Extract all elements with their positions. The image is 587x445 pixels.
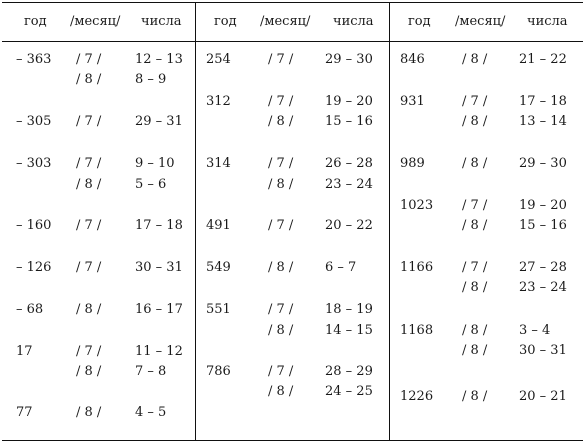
month-cell: / 8 /	[462, 52, 488, 67]
header-month: /месяц/	[260, 14, 311, 29]
month-cell: / 8 /	[268, 323, 294, 338]
year-cell: 17	[16, 344, 33, 359]
year-cell: 846	[400, 52, 425, 67]
days-cell: 27 – 28	[519, 260, 567, 275]
table-bottom-rule	[2, 440, 583, 441]
month-cell: / 7 /	[268, 302, 294, 317]
column-divider-2	[389, 2, 390, 440]
month-cell: / 8 /	[268, 260, 294, 275]
year-cell: 1023	[400, 198, 434, 213]
year-cell: – 363	[16, 52, 52, 67]
month-cell: / 8 /	[462, 114, 488, 129]
month-cell: / 7 /	[462, 94, 488, 109]
days-cell: 6 – 7	[325, 260, 357, 275]
days-cell: 17 – 18	[519, 94, 567, 109]
days-cell: 29 – 31	[135, 114, 183, 129]
days-cell: 15 – 16	[519, 218, 567, 233]
days-cell: 24 – 25	[325, 384, 373, 399]
month-cell: / 7 /	[76, 218, 102, 233]
days-cell: 3 – 4	[519, 323, 551, 338]
table-top-rule	[2, 2, 583, 3]
column-divider-1	[195, 2, 196, 440]
header-month: /месяц/	[455, 14, 506, 29]
month-cell: / 8 /	[268, 384, 294, 399]
days-cell: 13 – 14	[519, 114, 567, 129]
days-cell: 30 – 31	[135, 260, 183, 275]
header-days: числа	[333, 14, 374, 29]
days-cell: 11 – 12	[135, 344, 183, 359]
month-cell: / 7 /	[76, 114, 102, 129]
year-cell: 1166	[400, 260, 434, 275]
month-cell: / 8 /	[462, 389, 488, 404]
days-cell: 19 – 20	[325, 94, 373, 109]
month-cell: / 7 /	[268, 94, 294, 109]
days-cell: 8 – 9	[135, 72, 167, 87]
days-cell: 16 – 17	[135, 302, 183, 317]
header-days: числа	[527, 14, 568, 29]
header-month: /месяц/	[70, 14, 121, 29]
days-cell: 20 – 22	[325, 218, 373, 233]
month-cell: / 8 /	[462, 156, 488, 171]
days-cell: 19 – 20	[519, 198, 567, 213]
year-cell: 312	[206, 94, 231, 109]
days-cell: 15 – 16	[325, 114, 373, 129]
days-cell: 5 – 6	[135, 177, 167, 192]
days-cell: 17 – 18	[135, 218, 183, 233]
year-cell: 1168	[400, 323, 434, 338]
year-cell: 549	[206, 260, 231, 275]
days-cell: 18 – 19	[325, 302, 373, 317]
month-cell: / 7 /	[76, 344, 102, 359]
year-cell: 254	[206, 52, 231, 67]
days-cell: 28 – 29	[325, 364, 373, 379]
year-cell: – 305	[16, 114, 52, 129]
month-cell: / 8 /	[462, 280, 488, 295]
header-year: год	[24, 14, 47, 29]
year-cell: – 303	[16, 156, 52, 171]
days-cell: 4 – 5	[135, 405, 167, 420]
year-cell: 1226	[400, 389, 434, 404]
days-cell: 7 – 8	[135, 364, 167, 379]
days-cell: 9 – 10	[135, 156, 175, 171]
days-cell: 23 – 24	[519, 280, 567, 295]
year-cell: 786	[206, 364, 231, 379]
month-cell: / 8 /	[76, 302, 102, 317]
month-cell: / 8 /	[462, 218, 488, 233]
year-cell: – 126	[16, 260, 52, 275]
month-cell: / 7 /	[268, 52, 294, 67]
days-cell: 20 – 21	[519, 389, 567, 404]
month-cell: / 8 /	[76, 177, 102, 192]
month-cell: / 8 /	[462, 343, 488, 358]
month-cell: / 8 /	[268, 114, 294, 129]
header-year: год	[214, 14, 237, 29]
month-cell: / 8 /	[76, 364, 102, 379]
year-cell: 77	[16, 405, 33, 420]
month-cell: / 7 /	[76, 260, 102, 275]
year-cell: – 68	[16, 302, 44, 317]
table-header-rule	[2, 41, 583, 42]
month-cell: / 7 /	[76, 156, 102, 171]
month-cell: / 7 /	[76, 52, 102, 67]
header-year: год	[408, 14, 431, 29]
month-cell: / 8 /	[76, 405, 102, 420]
year-cell: 931	[400, 94, 425, 109]
year-cell: 989	[400, 156, 425, 171]
days-cell: 29 – 30	[519, 156, 567, 171]
month-cell: / 7 /	[268, 218, 294, 233]
days-cell: 30 – 31	[519, 343, 567, 358]
days-cell: 21 – 22	[519, 52, 567, 67]
days-cell: 14 – 15	[325, 323, 373, 338]
month-cell: / 8 /	[76, 72, 102, 87]
days-cell: 26 – 28	[325, 156, 373, 171]
year-cell: 491	[206, 218, 231, 233]
days-cell: 23 – 24	[325, 177, 373, 192]
days-cell: 29 – 30	[325, 52, 373, 67]
month-cell: / 7 /	[462, 198, 488, 213]
year-cell: 551	[206, 302, 231, 317]
year-cell: – 160	[16, 218, 52, 233]
month-cell: / 7 /	[268, 156, 294, 171]
header-days: числа	[141, 14, 182, 29]
month-cell: / 7 /	[462, 260, 488, 275]
days-cell: 12 – 13	[135, 52, 183, 67]
month-cell: / 8 /	[268, 177, 294, 192]
year-cell: 314	[206, 156, 231, 171]
month-cell: / 8 /	[462, 323, 488, 338]
month-cell: / 7 /	[268, 364, 294, 379]
